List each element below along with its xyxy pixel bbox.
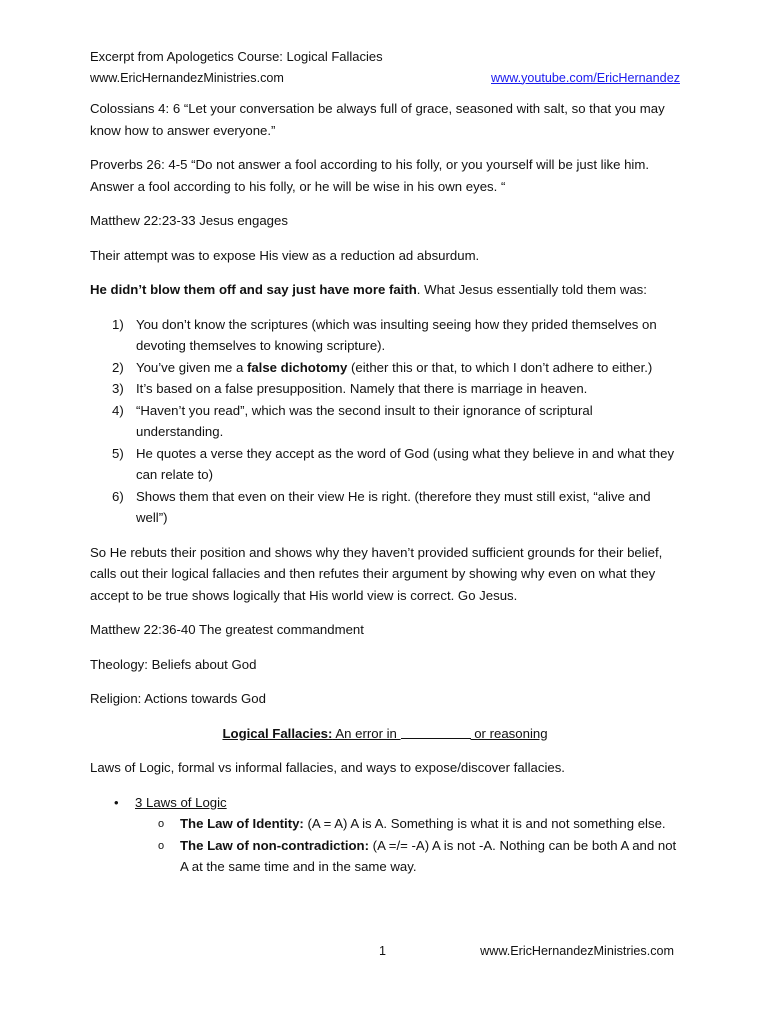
theology-definition: Theology: Beliefs about God [90, 656, 257, 672]
bullet-icon: • [114, 794, 119, 810]
page-number: 1 [379, 944, 387, 958]
matthew-engages: Matthew 22:23-33 Jesus engages [90, 213, 288, 228]
header-website: www.EricHernandezMinistries.com [90, 70, 284, 85]
blow-off-rest: . What Jesus essentially told them was: [416, 282, 647, 297]
fallacies-heading-bold: Logical Fallacies: [222, 725, 333, 741]
course-title: Excerpt from Apologetics Course: Logical Fallacies [90, 49, 383, 64]
list-item [90, 443, 680, 486]
attempt-paragraph: Their attempt was to expose His view as a reduction ad absurdum. [90, 247, 480, 263]
rebuts-paragraph: So He rebuts their position and shows why they haven’t provided sufficient grounds for their belief, calls out their logical fallacies and then refutes their argument by showing why even on what they accept to be true shows logically that His world view is correct. Go Jesus. [90, 544, 663, 603]
list-number: 6) [112, 488, 124, 504]
header-links-row [90, 68, 680, 90]
logical-fallacies-heading [90, 723, 680, 745]
law-description: (A = A) A is A. Something is what it is and not something else. [303, 816, 666, 831]
fallacies-heading-before: An error in [332, 725, 401, 741]
list-item [90, 835, 680, 878]
law-name: The Law of Identity: [180, 816, 304, 831]
laws-intro: Laws of Logic, formal vs informal fallacies, and ways to expose/discover fallacies. [90, 760, 565, 775]
blow-off-paragraph [90, 279, 680, 301]
list-item [90, 357, 680, 379]
circle-bullet-icon: o [158, 818, 165, 830]
religion-definition: Religion: Actions towards God [90, 691, 266, 706]
list-number: 1) [112, 316, 124, 332]
footer-website: www.EricHernandezMinistries.com [480, 944, 674, 958]
laws-bullet-list [90, 792, 680, 878]
laws-sub-list [135, 813, 680, 878]
blow-off-bold: He didn’t blow them off and say just have more faith [90, 282, 417, 297]
list-text: It’s based on a false presupposition. Namely that there is marriage in heaven. [136, 381, 588, 396]
list-text-pre: You’ve given me a [136, 359, 247, 375]
greatest-commandment: Matthew 22:36-40 The greatest commandment [90, 622, 364, 637]
document-page [90, 46, 680, 878]
law-description: (A =/= -A) A is not -A. Nothing can be both A and not A at the same time and in the same way. [180, 837, 677, 874]
jesus-response-list [90, 314, 680, 529]
proverbs-verse: Proverbs 26: 4-5 “Do not answer a fool according to his folly, or you yourself will be just like him. Answer a fool according to his folly, or he will be wise in his own eyes. “ [90, 157, 650, 194]
false-dichotomy-term: false dichotomy [246, 359, 348, 375]
list-item [90, 314, 680, 357]
list-text: Shows them that even on their view He is right. (therefore they must still exist, “alive and well”) [136, 488, 651, 525]
circle-bullet-icon: o [158, 839, 165, 852]
list-number: 4) [112, 402, 124, 418]
list-text-post: (either this or that, to which I don’t adhere to either.) [347, 359, 653, 375]
list-item [90, 813, 680, 835]
list-text: He quotes a verse they accept as the word of God (using what they believe in and what they can relate to) [136, 445, 675, 482]
list-text: “Haven’t you read”, which was the second insult to their ignorance of scriptural understanding. [136, 402, 593, 439]
youtube-link[interactable]: www.youtube.com/EricHernandez [491, 70, 680, 85]
list-item [90, 792, 680, 878]
laws-title: 3 Laws of Logic [135, 794, 227, 810]
list-item [90, 400, 680, 443]
fallacies-heading-after: or reasoning [470, 725, 548, 741]
list-number: 3) [112, 381, 124, 396]
list-text: You don’t know the scriptures (which was insulting seeing how they prided themselves on devoting themselves to knowing scripture). [136, 316, 657, 353]
list-number: 5) [112, 445, 124, 461]
list-item [90, 378, 680, 400]
colossians-verse: Colossians 4: 6 “Let your conversation be always full of grace, seasoned with salt, so that you may know how to answer everyone.” [90, 101, 665, 138]
fill-in-blank [401, 726, 471, 739]
list-number: 2) [112, 359, 124, 375]
law-name: The Law of non-contradiction: [180, 837, 370, 853]
list-item [90, 486, 680, 529]
